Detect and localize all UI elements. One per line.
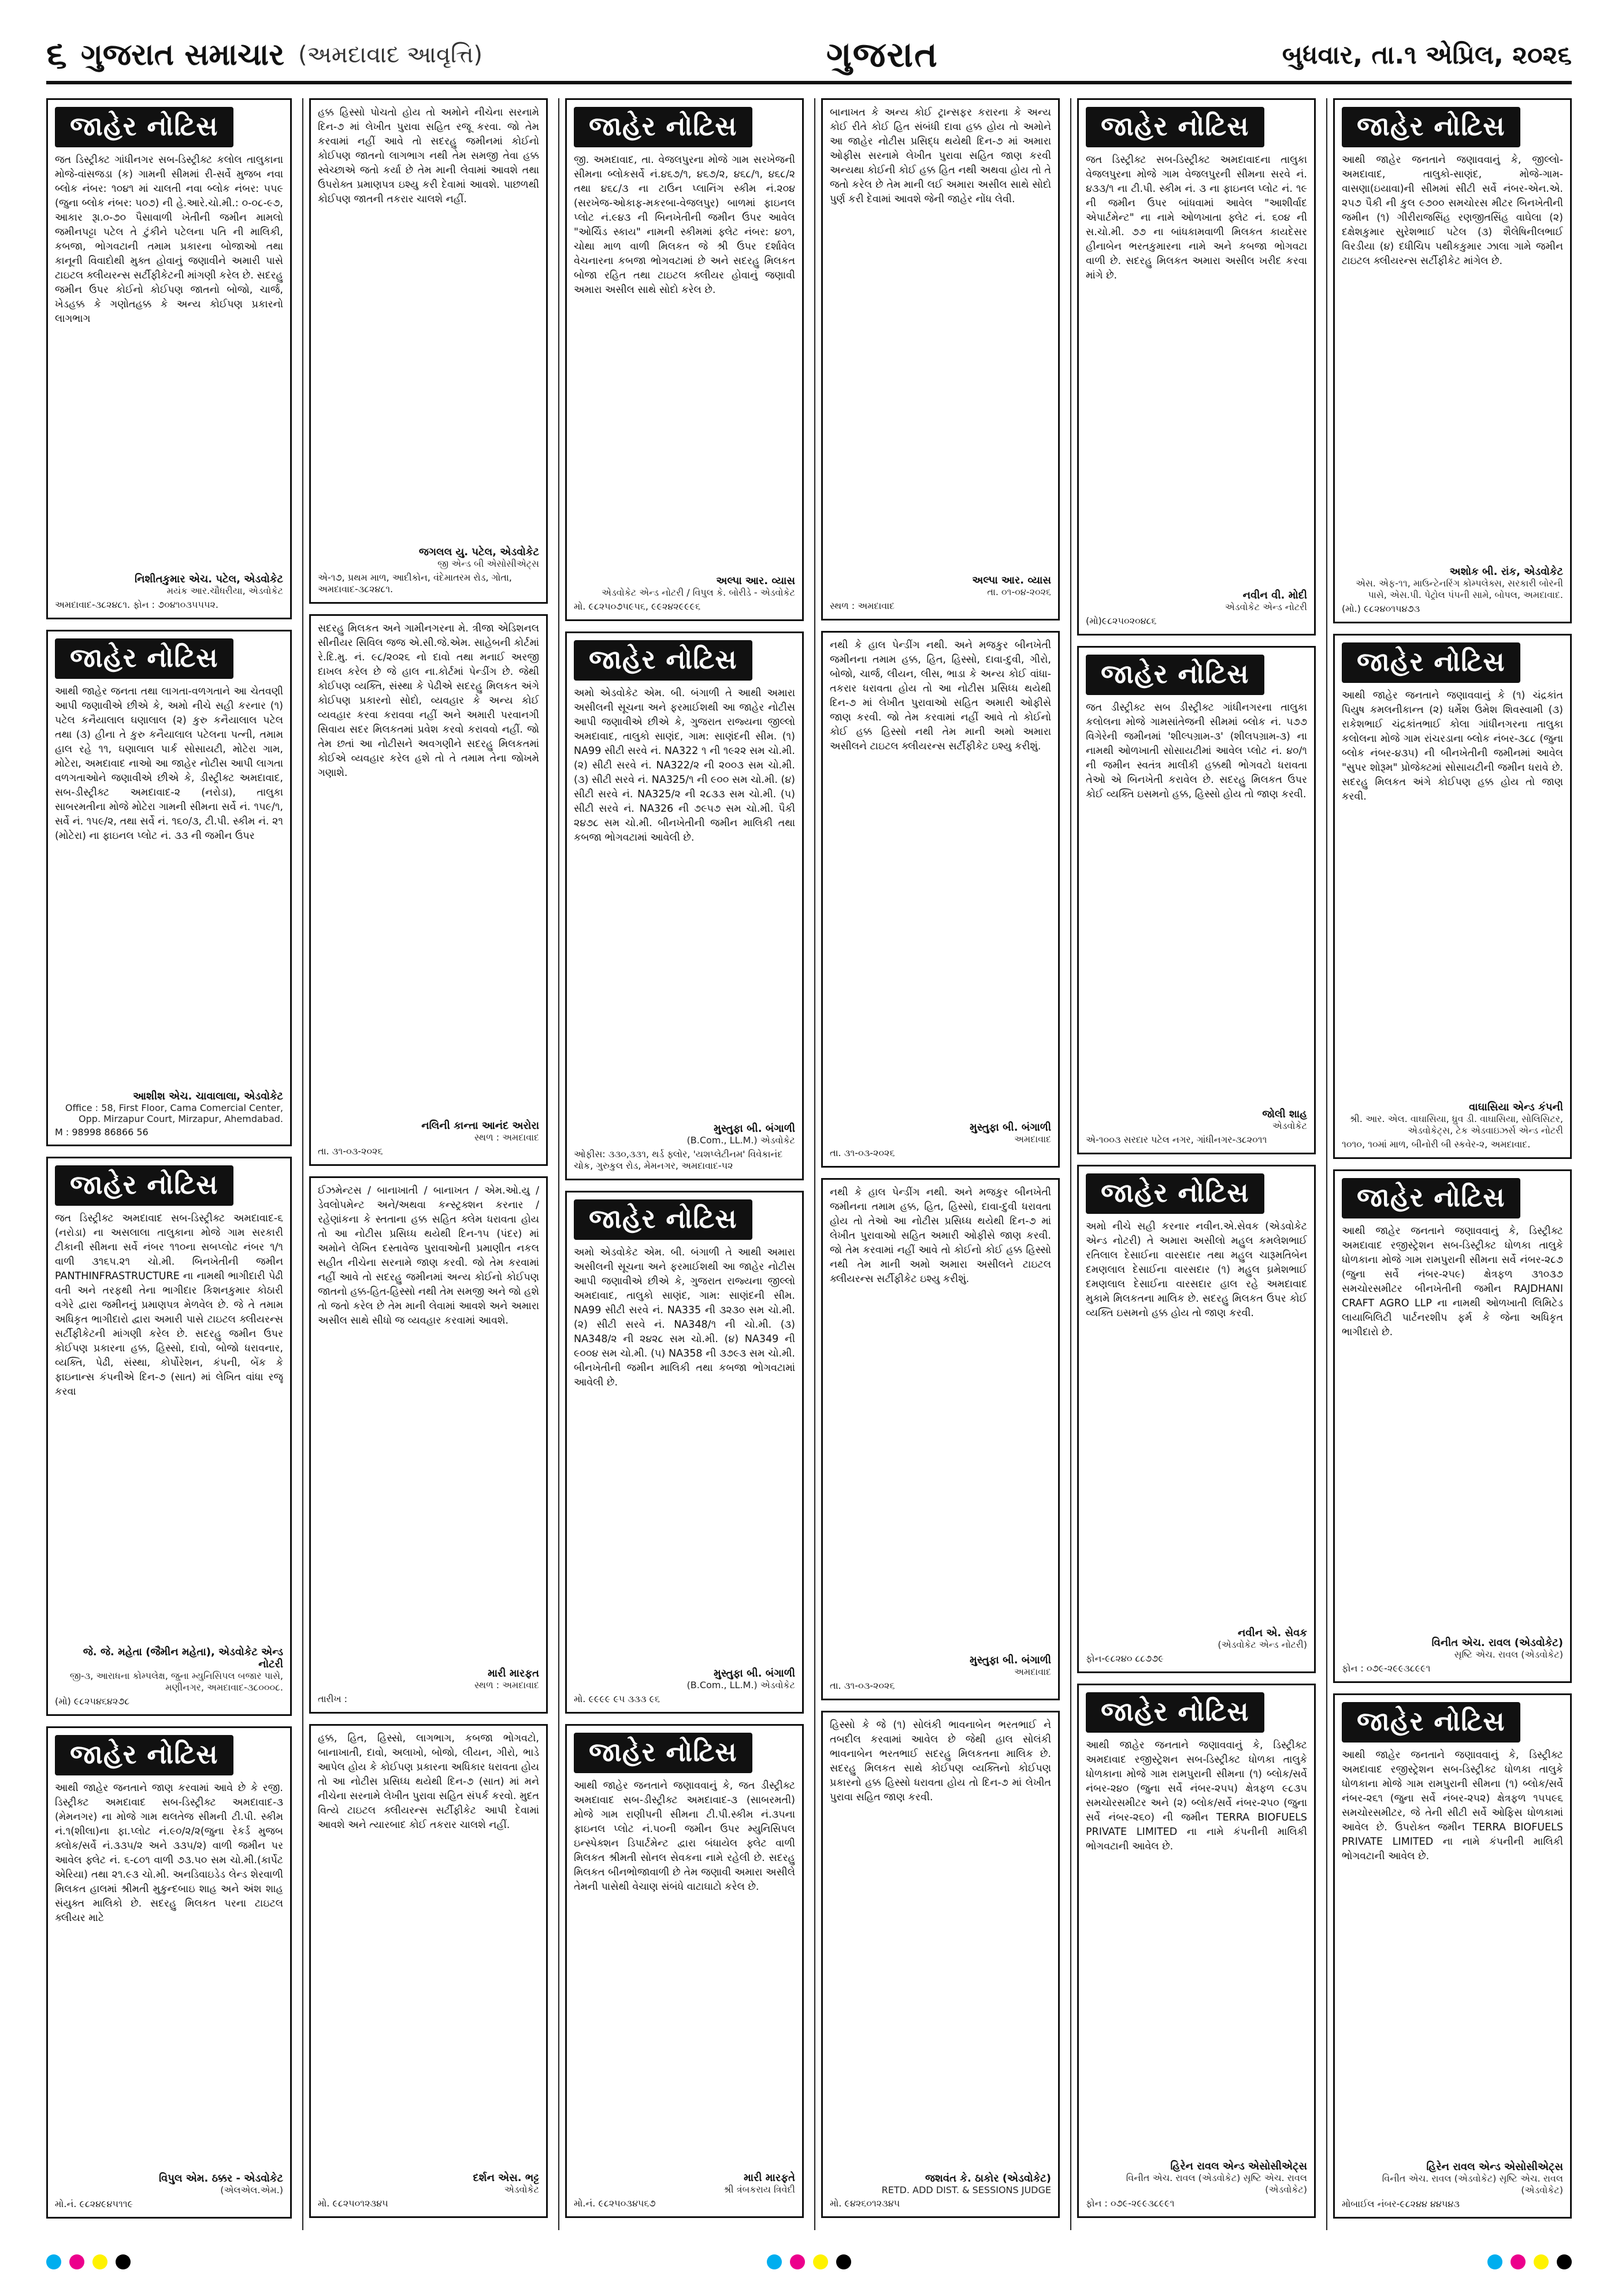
cyan-registration-dot (1487, 2254, 1502, 2269)
notice-body: આથી જાહેર જનતાને જણાવવાનું કે, ડિસ્ટ્રીક્ટ અમદાવાદ રજીસ્ટ્રેશન સબ-ડિસ્ટ્રીક્ટ ધોળકા તાલુકે ધોળકાના મોજે ગામ રામપુરાની સીમના (૧) બ્લોક/સર્વે નંબર-૨૪૦ (જુના સર્વે નંબર-૨૫૫) ક્ષેત્રફળ ૯૮૩૫ સમચોરસમીટર અને (૨) બ્લોક/સર્વે નંબર-૨૫૦ (જુના સર્વે નંબર-૨૬૦) ની જમીન TERRA BIOFUELS PRIVATE LIMITED ના નામે કંપનીની માલિકી ભોગવટાની આવેલ છે. (1086, 1740, 1307, 1852)
notice-heading: જાહેર નોટિસ (1342, 107, 1520, 147)
notice-contact: તારીખ : (318, 1693, 348, 1704)
public-notice (309, 1724, 548, 2218)
notice-contact: ફોન : ૦૭૯-૨૯૯૩૮૯૯૧ (1086, 2198, 1175, 2209)
notice-body: આથી જાહેર જનતાને જણાવવાનું કે (૧) ચંદ્રકાંત પિયુષ કમલનીકાન્ત (૨) ધર્મેશ ઉમેશ શિવસ્વામી (૩) રાકેશભાઈ ચંદ્રકાંતભાઈ કોલા ગાંધીનગરના તાલુકા કલોલના મોજે ગામ રાંચરડાના બ્લોક નંબર-૩૮૮ (જુના બ્લોક નંબર-૪૩૫) ની બીનખેતીની જમીનમાં આવેલ "સુપર શોરૂમ" પ્રોજેક્ટમાં સોસાયટીની જમીન ધરાવે છે. સદરહુ મિલકત અંગે કોઈપણ હક્ક હોય તો જાણ કરવી. (1342, 690, 1563, 803)
notice-signature: વિપુલ એમ. ઠક્કર - એડવોકેટ (158, 2172, 283, 2184)
notice-body: નથી કે હાલ પેન્ડીંગ નથી. અને મજકુર બીનખેતી જમીનના તમામ હક્ક, હિત, હિસ્સો, દાવા-દુવી, ગીરો, બોજો, ચાર્જ, લીયન, લીસ, ભાડા કે અન્ય કોઈ વાંધા-તકરાર ધરાવતા હોય તો આ નોટીસ પ્રસિધ્ધ થયેથી દિન-૭ માં લેખીત પુરાવાઓ સહિત અમારી ઓફીસે જાણ કરવી. જો તેમ કરવામાં નહીં આવે તો કોઈનો કોઈ હક્ક હિસ્સો નથી તેમ માની અમો અમારા અસીલને ટાઇટલ ક્લીયરન્સ સર્ટીફીકેટ ઇશ્યુ કરીશું. (830, 640, 1051, 752)
public-notice (1333, 1169, 1572, 1683)
notice-signatory-details: સૃષ્ટિ એચ. રાવલ (એડવોકેટ) (1454, 1649, 1563, 1660)
column-6 (1326, 98, 1572, 2230)
notice-body: આથી જાહેર જનતાને જાણ કરવામાં આવે છે કે રજી. ડિસ્ટ્રીક્ટ અમદાવાદ સબ-ડિસ્ટ્રીક્ટ અમદાવાદ-૩ (મેમનગર) ના મોજે ગામ થલતેજ સીમની ટી.પી. સ્કીમ નં.૧(શીલા)ના ફા.પ્લોટ નં.૯૦/૨/૨(જુના રેકર્ડ મુજબ ક્લોક/સર્વે નં.૩૩૫/૨ અને ૩૩૫/૨) વાળી જમીન પર આવેલ ફ્લેટ નં. ૬-૮૦૧ વાળી ૭૩.૫૦ સમ ચો.મી.(કાર્પેટ એરિયા) તથા ૨૧.૯૩ ચો.મી. અનડિવાઇડેડ લેન્ડ શેરવાળી મિલકત હાલમાં શ્રીમતી મુકુન્દબાઇ શાહ અને અંશ શાહ સંયુક્ત માલિકો છે. સદરહુ મિલકત પરના ટાઇટલ ક્લીયર માટે (55, 1782, 283, 1924)
public-notice (1077, 1165, 1316, 1673)
notice-signature: મુસ્તુફા બી. બંગાળી (714, 1667, 795, 1680)
notice-signatory-details: (B.Com., LL.M.) એડવોકેટ (686, 1680, 795, 1691)
date-line: બુધવાર, તા.૧ એપ્રિલ, ૨૦૨૬ (1282, 40, 1572, 70)
public-notice (821, 98, 1060, 621)
registration-marks-left (46, 2254, 131, 2269)
notice-heading: જાહેર નોટિસ (1086, 1692, 1264, 1733)
notice-signatory-details: અમદાવાદ (1014, 1666, 1051, 1677)
notice-signature: મુસ્તુફા બી. બંગાળી (970, 1654, 1051, 1666)
public-notice (821, 1711, 1060, 2218)
notice-heading: જાહેર નોટિસ (1086, 655, 1264, 695)
notice-signatory-details: શ્રી ત્રંબકરાય ત્રિવેદી (723, 2184, 795, 2195)
cyan-registration-dot (767, 2254, 782, 2269)
public-notice (565, 98, 804, 621)
registration-marks (46, 2250, 1572, 2273)
notice-body: આથી જાહેર જનતાને જણાવવાનું કે, ડિસ્ટ્રીક્ટ અમદાવાદ રજીસ્ટ્રેશન સબ-ડિસ્ટ્રીક્ટ ધોળકા તાલુકે ધોળકાના મોજે ગામ રામપુરાની સીમના સર્વે નંબર-૨૮૭ (જુના સર્વે નંબર-૨૫૯) ક્ષેત્રફળ ૩૧૦૩૭ સમચોરસમીટર બીનખેતીની જમીન RAJDHANI CRAFT AGRO LLP ના નામથી ઓળખાતી લિમિટેડ લાયાબિલિટી પાર્ટનરશીપ ફર્મ કે જેના અધિકૃત ભાગીદારો છે. (1342, 1225, 1563, 1338)
notice-signature: અલ્પા આર. વ્યાસ (716, 575, 795, 587)
notice-signature: નવીન વી. મોદી (1242, 589, 1307, 601)
public-notice (1077, 1684, 1316, 2218)
column-4 (814, 98, 1060, 2230)
notice-signatory-details: એડવોકેટ એન્ડ નોટરી (1224, 601, 1307, 612)
magenta-registration-dot (1511, 2254, 1526, 2269)
column-5 (1070, 98, 1316, 2230)
yellow-registration-dot (1534, 2254, 1549, 2269)
notice-signatory-details: RETD. ADD DIST. & SESSIONS JUDGE (881, 2184, 1051, 2195)
notice-signatory-details: તા. ૦૧-૦૪-૨૦૨૬ (987, 586, 1051, 597)
notice-contact: M : 98998 86866 56 (55, 1127, 149, 1138)
notice-signature: મારી મારફતે (743, 2172, 795, 2184)
notice-body: હક્ક હિસ્સો પોચતો હોય તો અમોને નીચેના સરનામે દિન-૭ માં લેખીત પુરાવા સહિત રજૂ કરવા. જો તેમ કરવામાં નહીં આવે તો સદરહુ જમીનમાં કોઈનો કોઈપણ જાતનો લાગભાગ નથી તેમ સમજી તેવા હક્ક સ્વેચ્છાએ જતો કર્યા છે તેમ માની લેવામાં આવશે તથા ઉપરોક્ત પ્રમાણપત્ર ઇશ્યુ કરી દેવામાં આવશે. પાછળથી કોઈપણ જાતની તકરાર ચાલશે નહીં. (318, 107, 539, 205)
public-notice (46, 98, 292, 619)
cyan-registration-dot (46, 2254, 61, 2269)
magenta-registration-dot (69, 2254, 84, 2269)
notice-body: જી. અમદાવાદ, તા. વેજલપુરના મોજે ગામ સરખેજની સીમના બ્લોકસર્વે નં.૪૬૭/૧, ૪૬૭/૨, ૪૬૮/૧, ૪૬૮/૨ તથા ૪૬૮/૩ ના ટાઉન પ્લાનિંગ સ્કીમ નં.૨૦૪ (સરખેજ-ઓકાફ-મકરબા-વેજલપુર) બાળમાં ફાઇનલ પ્લોટ નં.૯૪૩ ની બિનખેતીની જમીન ઉપર આવેલ "ઓર્ચિડ સ્કાય" નામની સ્કીમમાં ફ્લેટ નંબર: ૪૦૧, ચોથા માળ વાળી મિલકત જે શ્રી ઉપર દર્શાવેલ વેચનારના કબજા ભોગવટામાં છે અને સદરહુ મિલકત બોજા રહિત તથા ટાઇટલ ક્લીયર હોવાનું જણાવી અમારા અસીલ સાથે સોદો કરેલ છે. (574, 154, 795, 296)
notice-signatory-details: વિનીત એચ. રાવલ (એડવોકેટ) સૃષ્ટિ એચ. રાવલ (એડવોકેટ) (1126, 2172, 1307, 2195)
public-notice (565, 1191, 804, 1714)
notice-heading: જાહેર નોટિસ (55, 107, 233, 147)
notice-body: આથી જાહેર જનતાને જણાવવાનું કે, જીલ્લો-અમદાવાદ, તાલુકો-સાણંદ, મોજે-ગામ-વાસણા(ઇયાવા)ની સીમમાં સીટી સર્વે નંબર-એન.એ. ૨૫૭ પૈકી ની કુલ ૯૭૦૦ સમચોરસ મીટર બિનખેતીની જમીન (૧) ગીરીરાજસિંહ રણજીતસિંહ વાઘેલા (૨) દક્ષેશકુમાર સુરેશભાઈ પટેલ (૩) શૈલેષિનીલભાઈ વિરડીયા (૪) દધીચિપ પથીકકુમાર ઝાલા ગામે જમીન ટાઇટલ ક્લીયરન્સ સર્ટીફીકેટ માંગેલ છે. (1342, 154, 1563, 267)
notice-signature: જે. જે. મહેતા (જૈમીન મહેતા), એડવોકેટ એન્ડ નોટરી (83, 1646, 283, 1670)
notice-contact: મો. ૯૮૨૫૦૧૨૩૪૫ (318, 2198, 388, 2209)
notice-body: અમો નીચે સહી કરનાર નવીન.એ.સેવક (એડવોકેટ એન્ડ નોટરી) તે અમારા અસીલો મહુલ કમલેશભાઈ રતિલાલ દેસાઈના વારસદાર તથા મહુલ ચારૂમતિબેન દમણલાલ દેસાઈના વારસદાર (૧) મહુલ ઘ્રમેશભાઈ દમણલાલ દેસાઈના વારસદાર હાલ રહે અમદાવાદ મુકામે મિલકતના માલિક છે. સદરહુ મિલકત ઉપર કોઈ વ્યક્તિ ઇસમનો હક્ક હોય તો જાણ કરવી. (1086, 1221, 1307, 1319)
column-3 (558, 98, 804, 2230)
notice-signature: અલ્પા આર. વ્યાસ (972, 574, 1051, 586)
notice-signature: વાઘાસિયા એન્ડ કંપની (1469, 1101, 1563, 1113)
notice-signatory-details: મયંક આર.ચૌધરીયા, એડવોકેટ (166, 585, 283, 596)
notice-signature: હિરેન રાવલ એન્ડ એસોસીએટ્સ (1426, 2161, 1563, 2173)
public-notice (1333, 634, 1572, 1159)
registration-marks-right (1487, 2254, 1572, 2269)
section-title: ગુજરાત (826, 35, 938, 75)
notice-contact: ૧૦૧૦, ૧૦માં માળ, બીનોરી બી સ્કવેર-૨, અમદાવાદ. (1342, 1139, 1531, 1150)
notice-body: હક્ક, હિત, હિસ્સો, લાગભાગ, કબજા ભોગવટો, બાનાખાતી, દાવો, અલાખો, બોજો, લીયન, ગીરો, ભાડે આપેલ હોય કે કોઈપણ પ્રકારના અધિકાર ધરાવતા હોય તો આ નોટીસ પ્રસિધ્ધ થયેથી દિન-૭ (સાત) માં મને નીચેના સરનામે લેખીત પુરાવા સહિત સંપર્ક કરવો. મુદત વિત્યે ટાઇટલ ક્લીયરન્સ સર્ટીફીકેટ આપી દેવામાં આવશે અને ત્યારબાદ કોઈ તકરાર ચાલશે નહીં. (318, 1733, 539, 1831)
public-notice (1333, 98, 1572, 623)
notice-signatory-details: એડવોકેટ (1272, 1120, 1307, 1131)
notice-contact: તા. ૩૧-૦૩-૨૦૨૬ (830, 1147, 895, 1158)
masthead (46, 29, 1572, 84)
notice-heading: જાહેર નોટિસ (574, 1199, 752, 1240)
notice-heading: જાહેર નોટિસ (55, 1165, 233, 1206)
notice-signature: નલિની કાન્તા આનંદ અરોરા (421, 1120, 539, 1132)
notice-contact: તા. ૩૧-૦૩-૨૦૨૬ (318, 1146, 383, 1157)
notice-signatory-details: અમદાવાદ (1014, 1134, 1051, 1145)
notice-signature: મુસ્તુફા બી. બંગાળી (714, 1123, 795, 1135)
public-notice (1077, 98, 1316, 636)
public-notice (821, 631, 1060, 1168)
public-notice (565, 631, 804, 1180)
notice-signature: આશીશ એચ. ચાવાલાલા, એડવોકેટ (133, 1090, 283, 1102)
notice-contact: મો. ૯૮૨૫૦૭૫૯૫૬, ૯૯૨૪૨૯૯૯૬ (574, 601, 701, 612)
notice-body: અમો એડવોકેટ એમ. બી. બંગાળી તે આથી અમારા અસીલની સૂચના અને ફરમાઈશથી આ જાહેર નોટીસ આપી જણાવીએ છીએ કે, ગુજરાત રાજ્યના જીલ્લો અમદાવાદ, તાલુકો સાણંદ, ગામ: સાણંદની સીમ. (૧) NA99 સીટી સરવે નં. NA322 ૧ ની ૧૯૨૨ સમ ચો.મી. (૨) સીટી સરવે નં. NA322/૨ ની ૨૦૦૩ સમ ચો.મી. (૩) સીટી સરવે નં. NA325/૧ ની ૯૦૦ સમ ચો.મી. (૪) સીટી સરવે નં. NA325/૨ ની ૨૮૩૩ સમ ચો.મી. (૫) સીટી સરવે નં. NA326 ની ૭૯૫૭ સમ ચો.મી. પૈકી ૨૪૭૮ સમ ચો.મી. બીનખેતીની જમીન માલિકી તથા કબજા ભોગવટામાં આવેલી છે. (574, 688, 795, 844)
notice-body: સદરહુ મિલકત અને ગામીનગરના મે. ત્રીજા એડિશનલ સીનીયર સિવિલ જજ એ.સી.જે.એમ. સાહેબની કોર્ટમાં રે.દિ.મુ. નં. ૯૮/૨૦૨૬ નો દાવો તથા મનાઈ અરજી દાખલ કરેલ છે જે હાલ ના.કોર્ટમાં પેન્ડીંગ છે. જેથી કોઈપણ વ્યક્તિ, સંસ્થા કે પેઢીએ સદરહુ મિલકત અંગે કોઈપણ પ્રકારનો સોદો, વ્યવહાર કે અન્ય કોઈ વ્યવહાર કરવા કરાવવા નહીં અને અમારી પરવાનગી સિવાય સદર મિલકતમાં પ્રવેશ કરવો કરાવવો નહીં. જો તેમ છતાં આ નોટીસને અવગણીને સદરહુ મિલકતમાં કોઈએ વ્યવહાર કરેલ હશે તો તે તમામ તેના જોખમે ગણાશે. (318, 623, 539, 779)
notice-signatory-details: જી-૩, આરાધના કોમ્પલેક્ષ, જુના મ્યુનિસિપલ બજાર પાસે, મણીનગર, અમદાવાદ-૩૮૦૦૦૮. (69, 1670, 283, 1693)
notice-contact: મો.નં. ૯૮૨૫૦૩૪૫૬૭ (574, 2198, 656, 2209)
black-registration-dot (1557, 2254, 1572, 2269)
notice-signatory-details: એસ. એફ-૧૧, માઉન્ટેનરિંગ કોમ્પલેક્સ, સરકારી બોરની પાસે, એસ.પી. પેટ્રોલ પંપની સામે, બોપલ, અમદાવાદ. (1355, 578, 1563, 600)
magenta-registration-dot (790, 2254, 805, 2269)
notice-body: અમો એડવોકેટ એમ. બી. બંગાળી તે આથી અમારા અસીલની સૂચના અને ફરમાઈશથી આ જાહેર નોટીસ આપી જણાવીએ છીએ કે, ગુજરાત રાજ્યના જીલ્લો અમદાવાદ, તાલુકો સાણંદ, ગામ: સાણંદની સીમ. NA99 સીટી સરવે નં. NA335 ની ૩૨૩૦ સમ ચો.મી. (૨) સીટી સરવે નં. NA348/૧ ની ચો.મી. (૩) NA348/૨ ની ૨૪૨૮ સમ ચો.મી. (૪) NA349 ની ૯૦૦૪ સમ ચો.મી. (૫) NA358 ની ૩૭૯૩ સમ ચો.મી. બીનખેતીની જમીન માલિકી તથા કબજા ભોગવટામાં આવેલી છે. (574, 1247, 795, 1388)
black-registration-dot (836, 2254, 851, 2269)
public-notice (309, 614, 548, 1166)
notice-signature: મુસ્તુફા બી. બંગાળી (970, 1121, 1051, 1134)
notice-body: જત ડિસ્ટ્રીક્ટ સબ-ડિસ્ટ્રીક્ટ અમદાવાદના તાલુકા વેજલપુરના મોજે ગામ વેજલપુરની સીમના સરવે નં. ૪૩૩/૧ ના ટી.પી. સ્કીમ નં. ૩ ના ફાઇનલ પ્લોટ નં. ૧૯ ની જમીન ઉપર બાંધવામાં આવેલ "આશીર્વાદ એપાર્ટમેન્ટ" ના નામે ઓળખાતા ફ્લેટ નં. ૬૦૪ ની સ.ચો.મી. ૭૭ ના બાંધકામવાળી મિલકત કાયદેસર હીનાબેન ભરતકુમારના નામે અને કબજા ભોગવટા વાળી છે. સદરહુ મિલકત અમારા અસીલ ખરીદ કરવા માંગે છે. (1086, 154, 1307, 281)
notice-body: જત ડીસ્ટ્રીક્ટ સબ ડીસ્ટ્રીક્ટ ગાંધીનગરના તાલુકા કલોલના મોજે ગામસાંતેજની સીમમાં બ્લોક નં. ૫૭૭ વિગેરેની જમીનમાં 'શીલ્પગ્રામ-૩' (શીલપગ્રામ-૩) ના નામથી ઓળખાતી સોસાયટીમાં આવેલ પ્લોટ નં. ૪૦/૧ ની જમીન સ્વતંત્ર માલીકી હક્કથી ભોગવટો ધરાવતા તેઓ એ બિનખેતી કરાવેલ છે. સદરહુ મિલકત ઉપર કોઈ વ્યક્તિ ઇસમનો હક્ક, હિસ્સો હોય તો જાણ કરવી. (1086, 702, 1307, 800)
notice-signatory-details: જી એન્ડ બી એસોસીએટ્સ (437, 558, 539, 569)
public-notice (46, 1726, 292, 2219)
notice-body: હિસ્સો કે જે (૧) સોલંકી ભાવનાબેન ભરતભાઈ ને તબદીલ કરવામાં આવેલ છે જેથી હાલ સોલંકી ભાવનાબેન ભરતભાઈ સદરહુ મિલકતના માલિક છે. સદરહુ મિલકત સાથે કોઈપણ વ્યક્તિનો કોઈપણ પ્રકારનો હક્ક હિસ્સો ધરાવતા હોય તો દિન-૭ માં લેખીત પુરાવા સહિત જાણ કરવી. (830, 1719, 1051, 1803)
black-registration-dot (116, 2254, 131, 2269)
notice-contact: મો. ૯૯૯૯ ૯૫ ૩૩૩ ૯૬ (574, 1693, 660, 1704)
public-notice (1077, 646, 1316, 1154)
notice-body: નથી કે હાલ પેન્ડીંગ નથી. અને મજકુર બીનખેતી જમીનના તમામ હક્ક, હિત, હિસ્સો, દાવા-દુવી ધરાવતા હોય તો તેઓ આ નોટીસ પ્રસિધ્ધ થયેથી દિન-૭ માં લેખીત પુરાવાઓ સહિત અમારી ઓફીસે જાણ કરવી. જો તેમ કરવામાં નહીં આવે તો કોઈનો કોઈ હક્ક હિસ્સો નથી તેમ માની અમો અમારા અસીલને ટાઇટલ ક્લીયરન્સ સર્ટીફીકેટ ઇશ્યુ કરીશું. (830, 1187, 1051, 1285)
notice-heading: જાહેર નોટિસ (574, 640, 752, 681)
notice-signatory-details: (એલએલ.એમ.) (220, 2184, 283, 2195)
yellow-registration-dot (92, 2254, 107, 2269)
public-notice (46, 630, 292, 1146)
public-notice (1333, 1693, 1572, 2219)
notice-body: આથી જાહેર જનતાને જણાવવાનું કે, ડિસ્ટ્રીક્ટ અમદાવાદ રજીસ્ટ્રેશન સબ-ડિસ્ટ્રીક્ટ ધોળકા તાલુકે ધોળકાના મોજે ગામ રામપુરાની સીમના (૧) બ્લોક/સર્વે નંબર-૨૬૧ (જુના સર્વે નંબર-૨૫૨) ક્ષેત્રફળ ૧૫૫૯૬ સમચોરસમીટર, જે તેની સીટી સર્વે ઓફિસ ધોળકામાં આવેલ છે. ઉપરોક્ત જમીન TERRA BIOFUELS PRIVATE LIMITED ના નામે કંપનીની માલિકી ભોગવટાની આવેલ છે. (1342, 1749, 1563, 1862)
notice-signatory-details: (એડવોકેટ એન્ડ નોટરી) (1218, 1639, 1307, 1650)
notice-body: આથી જાહેર જનતા તથા લાગતા-વળગતાને આ ચેતવણી આપી જણાવીએ છીએ કે, અમો નીચે સહી કરનાર (૧) પટેલ કનૈયાલાલ ઘણાલાલ (૨) કુરુ કનૈયાલાલ પટેલ તથા (૩) હીના તે કુરુ કનૈયાલાલ પટેલના પત્ની, તમામ હાલ રહે ૧૧, ઘણાલાલ પાર્ક સોસાયટી, મોટેરા ગામ, મોટેરા, અમદાવાદ નાઓ આ જાહેર નોટીસ આપી લાગતા વળગતાઓને જણાવીએ છીએ કે, ડીસ્ટ્રીક્ટ અમદાવાદ, સબ-ડીસ્ટ્રીક્ટ અમદાવાદ-૨ (નરોડા), તાલુકા સાબરમતીના મોજે મોટેરા ગામની સીમના સર્વે નં. ૧૫૯/૧, સર્વે નં. ૧૫૯/૨, તથા સર્વે નં. ૧૬૦/૩, ટી.પી. સ્કીમ નં. ૨૧ (મોટેરા) ના ફાઇનલ પ્લોટ નં. ૩૩ ની જમીન ઉપર (55, 686, 283, 842)
public-notice (309, 1176, 548, 1714)
notice-signatory-details: (B.Com., LL.M.) એડવોકેટ (686, 1135, 795, 1146)
notice-contact: મો.નં. ૯૮૨૪૯૪૫૧૧૯ (55, 2198, 133, 2209)
notice-contact: (મો)૯૮૨૫૦૨૦૪૮૬ (1086, 615, 1157, 626)
notices-grid (46, 98, 1572, 2230)
notice-signatory-details: એડવોકેટ (504, 2184, 539, 2195)
notice-heading: જાહેર નોટિસ (1342, 1178, 1520, 1218)
notice-signature: નવીન એ. સેવક (1237, 1627, 1307, 1639)
notice-heading: જાહેર નોટિસ (1342, 642, 1520, 683)
notice-signatory-details: સ્થળ : અમદાવાદ (474, 1132, 539, 1143)
notice-contact: મો. ૯૪૨૬૦૧૨૩૪૫ (830, 2198, 900, 2209)
notice-contact: મોબાઈલ નંબર-૯૮૨૪૪ ૪૪૫૪૩ (1342, 2198, 1460, 2209)
registration-marks-center (767, 2254, 851, 2269)
notice-signatory-details: એડવોકેટ એન્ડ નોટરી / વિપુલ કે. બોરીડે - એડવોકેટ (601, 587, 795, 598)
notice-contact: અમદાવાદ-૩૮૨૪૮૧. ફોન : ૭૦૪૧૦૩૫૫૫૨. (55, 599, 218, 610)
notice-signature: દર્શન એસ. ભટ્ટ (473, 2172, 539, 2184)
notice-signature: અશોક બી. રાંક, એડવોકેટ (1449, 566, 1563, 578)
public-notice (821, 1178, 1060, 1700)
notice-contact: (મો.) ૯૮૨૪૦૧૫૪૭૩ (1342, 603, 1420, 614)
notice-contact: ફોન : ૦૭૯-૨૯૯૩૮૯૯૧ (1342, 1663, 1431, 1674)
notice-contact: તા. ૩૧-૦૩-૨૦૨૬ (830, 1680, 895, 1691)
notice-body: ઈઝમેન્ટસ / બાનાખાતી / બાનાખત / એમ.ઓ.યુ / ડેવલોપમેન્ટ અને/અથવા કન્સ્ટ્રક્શન કરનાર / રહેણાંકના કે સ્તતાના હક્ક સહિત ક્લેમ ધરાવતા હોય તો આ નોટીસ પ્રસિધ્ધ થયેથી દિન-૧૫ (પંદર) માં અમોને લેખિત દસ્તાવેજ પુરાવાઓની પ્રમાણીત નકલ સહીત નીચેના સરનામે જાણ કરવી. જો તેમ કરવામાં નહીં આવે તો સદરહુ જમીનમાં અન્ય કોઈનો કોઈપણ જાતનો હક્ક-હિત-હિસ્સો નથી તેમ સમજી અને જો હશે તો જતો કરેલ છે તેમ માની લેવામાં આવશે અને અમારા અસીલ સાથે સીધો જ વ્યવહાર કરવામાં આવશે. (318, 1185, 539, 1327)
notice-contact: ફોન-૯૮૨૪૦ ૮૮૭૭૯ (1086, 1653, 1164, 1664)
yellow-registration-dot (813, 2254, 828, 2269)
notice-heading: જાહેર નોટિસ (55, 638, 233, 679)
column-2 (302, 98, 548, 2230)
notice-signatory-details: શ્રી. આર. એલ. વાઘાસિયા, ધ્રુવ ડી. વાઘાસિયા, સોલિસિટર, એડવોકેટ્સ, ટેક એડવાઇઝર્સ એન્ડ નોટરી (1349, 1113, 1563, 1136)
column-1 (46, 98, 292, 2230)
notice-heading: જાહેર નોટિસ (574, 1733, 752, 1773)
notice-contact: (મો) ૯૮૨૫૪૬૪૨૭૮ (55, 1696, 130, 1707)
notice-body: જત ડિસ્ટ્રીક્ટ અમદાવાદ સબ-ડિસ્ટ્રીક્ટ અમદાવાદ-૬ (નરોડા) ના અસલાલા તાલુકાના મોજે ગામ સરકારી ટીકાની સીમના સર્વે નંબર ૧૧૦ના સબપ્લોટ નંબર ૧/૧ વાળી ૩૧૬૫.૨૧ ચો.મી. બિનખેતીની જમીન PANTHINFRASTRUCTURE ના નામથી ભાગીદારી પેઢી વતી અને તરફથી તેના ભાગીદાર કિશનકુમાર કોઠારી વગેરે દ્વારા જમીનનું પ્રમાણપત્ર મેળવેલ છે. જે તે તમામ અધિકૃત ભાગીદારો દ્વારા અમારી પાસે ટાઇટલ ક્લીયરન્સ સર્ટીફીકેટની માંગણી કરેલ છે. સદરહુ જમીન ઉપર કોઈપણ પ્રકારના હક્ક, હિસ્સો, દાવો, બોજો ધરાવનાર, વ્યક્તિ, પેઢી, સંસ્થા, કોર્પોરેશન, કંપની, બેંક કે ફાઇનાન્સ કંપનીએ દિન-૭ (સાત) માં લેખિત વાંધા રજૂ કરવા (55, 1213, 283, 1398)
notice-signatory-details: Office : 58, First Floor, Cama Comercial Center, Opp. Mirzapur Court, Mirzapur, Ahemdabad. (65, 1102, 283, 1124)
notice-contact: સ્થળ : અમદાવાદ (830, 600, 895, 611)
notice-signature: મારી મારફત (487, 1667, 539, 1680)
notice-contact: ઓફીસ: ૩૩૦,૩૩૧, થર્ડ ફ્લોર, 'યશપ્લેટીનમ' વિવેકાનંદ ચોક, ગુરુકુલ રોડ, મેમનગર, અમદાવાદ-૫૨ (574, 1149, 783, 1171)
paper-name: ગુજરાત સમાચાર (80, 37, 284, 72)
notice-body: આથી જાહેર જનતાને જણાવવાનું કે, જત ડીસ્ટ્રીક્ટ અમદાવાદ સબ-ડીસ્ટ્રીક્ટ અમદાવાદ-૩ (સાબરમતી) મોજે ગામ રાણીપની સીમના ટી.પી.સ્કીમ નં.૩૫ના ફાઇનલ પ્લોટ નં.૫૦ની જમીન ઉપર મ્યુનિસિપલ ઇન્સ્પેક્શન ડિપાર્ટમેન્ટ દ્વારા બંધાયેલ ફ્લેટ વાળી મિલકત શ્રીમતી સોનલ સેવકના નામે રહેલી છે. સદરહુ મિલકત બીનભોજાવાળી છે તેમ જણાવી અમારા અસીલે તેમની પાસેથી વેચાણ સંબંધે વાટાઘાટો કરેલ છે. (574, 1780, 795, 1893)
notice-signature: નિશીતકુમાર એચ. પટેલ, એડવોકેટ (135, 573, 283, 585)
notice-body: જત ડિસ્ટ્રીક્ટ ગાંધીનગર સબ-ડિસ્ટ્રીક્ટ કલોલ તાલુકાના મોજે-વાંસજડા (ક) ગામની સીમમાં રી-સર્વે મુજબ નવા બ્લોક નંબર: ૧૦૪૧ માં ચાલતી નવા બ્લોક નંબર: ૫૫૯ (જુના બ્લોક નંબર: ૫૦૭) ની હે.આરે.ચો.મી.: ૦-૦૮-૯૭, આકાર રૂા.૦-૭૦ પૈસાવાળી ખેતીની જમીન મામલો જમીનપટ્ટા પટેલ તે ટુંકીને પટેલના પતિ ની માલિકી, કબજા, ભોગવટાની તમામ પ્રકારના બોજાઓ તથા કાનૂની વિવાદોથી મુક્ત હોવાનું જણાવીને અમારી પાસે ટાઇટલ ક્લીયરન્સ સર્ટીફીકેટની માંગણી કરેલ છે. સદરહુ જમીન ઉપર કોઈનો કોઈપણ જાતનો બોજો, ચાર્જ, ખેડહક્ક કે ગણોતહક્ક કે અન્ય કોઈપણ પ્રકારનો લાગભાગ (55, 154, 283, 325)
public-notice (46, 1157, 292, 1716)
notice-signatory-details: વિનીત એચ. રાવલ (એડવોકેટ) સૃષ્ટિ એચ. રાવલ (એડવોકેટ) (1382, 2173, 1563, 2195)
notice-signature: જોલી શાહ (1262, 1108, 1307, 1120)
edition-label: (અમદાવાદ આવૃત્તિ) (298, 42, 483, 68)
notice-heading: જાહેર નોટિસ (1086, 107, 1264, 147)
public-notice (565, 1724, 804, 2218)
page-number: ૬ (46, 34, 67, 76)
masthead-left (46, 34, 483, 76)
notice-body: બાનાખત કે અન્ય કોઈ ટ્રાન્સફર કરારના કે અન્ય કોઈ રીતે કોઈ હિત સંબંધી દાવા હક્ક હોય તો અમોને આ જાહેર નોટીસ પ્રસિદ્ધ થયેથી દિન-૭ માં અમારા ઓફીસ સરનામે લેખીત પુરાવા સહિત જાણ કરવી અન્યથા કોઈની કોઈ હક્ક હિત નથી અથવા હોય તો તે જતો કરેલ છે તેમ માની લઈ અમારા અસીલ સાથે સોદો પુર્ણ કરી દેવામાં આવશે જેની જાહેર નોંધ લેવી. (830, 107, 1051, 205)
notice-heading: જાહેર નોટિસ (55, 1735, 233, 1775)
notice-signatory-details: સ્થળ : અમદાવાદ (474, 1680, 539, 1691)
notice-heading: જાહેર નોટિસ (574, 107, 752, 147)
notice-heading: જાહેર નોટિસ (1342, 1702, 1520, 1743)
notice-signature: જશવંત કે. ઠાકોર (એડવોકેટ) (925, 2172, 1051, 2184)
notice-signature: વિનીત એચ. રાવલ (એડવોકેટ) (1431, 1637, 1563, 1649)
notice-contact: એ-૧૭, પ્રથમ માળ, આદીકોન, વંદેમાતરમ રોડ, ગોતા, અમદાવાદ-૩૮૨૪૮૧. (318, 572, 512, 595)
notice-signature: હિરેન રાવલ એન્ડ એસોસીએટ્સ (1170, 2160, 1307, 2172)
notice-signature: જગલલ યુ. પટેલ, એડવોકેટ (418, 546, 539, 558)
notice-contact: એ-૧૦૦૩ સરદાર પટેલ નગર, ગાંધીનગર-૩૮૨૦૧૧ (1086, 1134, 1267, 1145)
public-notice (309, 98, 548, 604)
notice-heading: જાહેર નોટિસ (1086, 1173, 1264, 1214)
